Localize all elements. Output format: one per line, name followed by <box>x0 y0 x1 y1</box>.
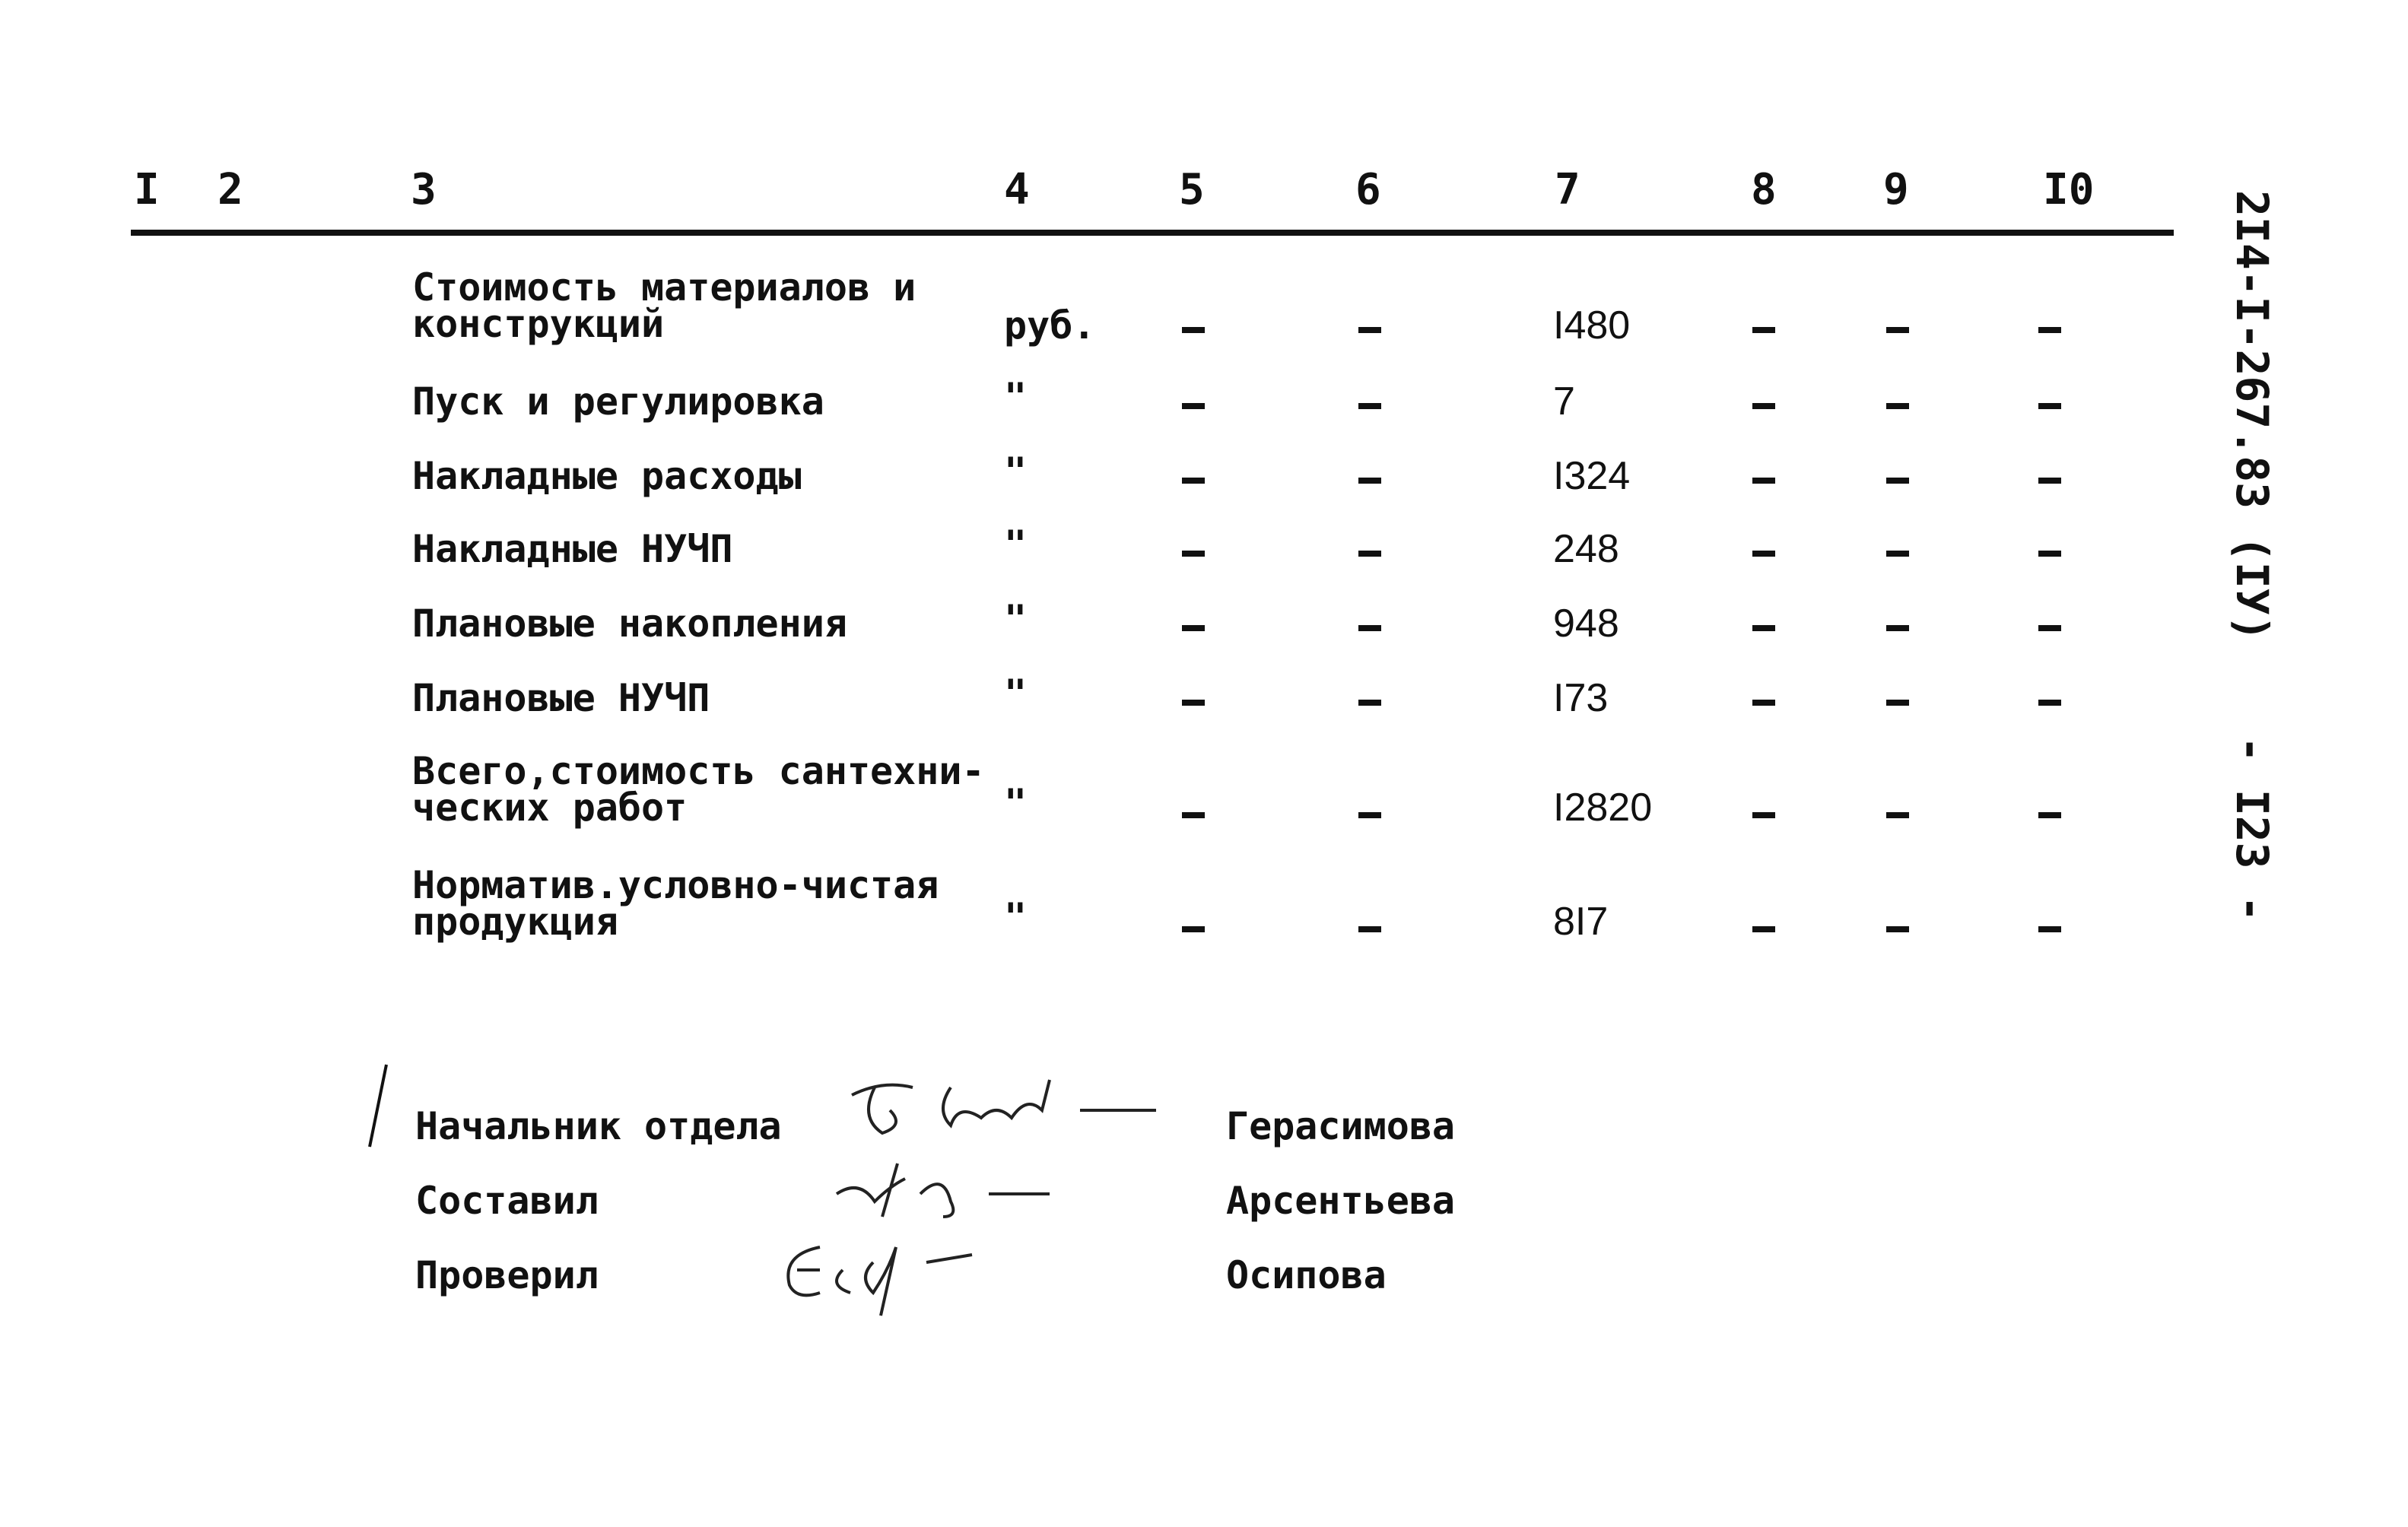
row-value-col7: I480 <box>1553 303 1631 348</box>
row-unit: " <box>1004 449 1028 494</box>
margin-mark <box>364 1062 394 1153</box>
signature-role: Начальник отдела <box>415 1104 782 1148</box>
dash-col6 <box>1358 551 1381 557</box>
col-header-5: 5 <box>1179 165 1205 214</box>
dash-col6 <box>1358 812 1381 818</box>
row-value-col7: I73 <box>1553 676 1609 720</box>
header-rule <box>131 230 2174 236</box>
dash-col8 <box>1752 700 1775 706</box>
signature-name: Арсентьева <box>1226 1179 1456 1223</box>
col-header-1: I <box>134 165 160 214</box>
row-name-line: продукция <box>412 900 618 944</box>
signature-name: Осипова <box>1226 1253 1387 1297</box>
dash-col10 <box>2038 625 2061 631</box>
row-value-col7: I2820 <box>1553 786 1653 830</box>
row-name-line: Норматив.условно-чистая <box>412 863 939 907</box>
col-header-7: 7 <box>1555 165 1580 214</box>
dash-col5 <box>1182 926 1205 932</box>
dash-col9 <box>1886 327 1909 333</box>
document-code: 2I4-I-267.83 (IУ) <box>2226 190 2278 642</box>
dash-col10 <box>2038 327 2061 333</box>
dash-col8 <box>1752 327 1775 333</box>
dash-col6 <box>1358 403 1381 409</box>
row-unit: " <box>1004 375 1028 419</box>
dash-col9 <box>1886 625 1909 631</box>
dash-col5 <box>1182 700 1205 706</box>
dash-col6 <box>1358 926 1381 932</box>
row-unit: " <box>1004 781 1028 825</box>
row-name-line: конструкций <box>412 302 665 346</box>
col-header-4: 4 <box>1004 165 1030 214</box>
row-name-line: Накладные НУЧП <box>412 527 733 571</box>
dash-col10 <box>2038 812 2061 818</box>
signature-name: Герасимова <box>1226 1104 1456 1148</box>
row-value-col7: I324 <box>1553 454 1631 498</box>
row-name-line: Всего,стоимость сантехни- <box>412 749 985 793</box>
page-number: - I23 - <box>2226 736 2278 922</box>
row-name-line: Накладные расходы <box>412 454 802 498</box>
dash-col9 <box>1886 926 1909 932</box>
dash-col8 <box>1752 403 1775 409</box>
handwritten-signature <box>829 1148 1088 1232</box>
dash-col6 <box>1358 700 1381 706</box>
col-header-10: I0 <box>2043 165 2095 214</box>
dash-col9 <box>1886 700 1909 706</box>
dash-col5 <box>1182 625 1205 631</box>
row-value-col7: 8I7 <box>1553 900 1609 944</box>
row-name-line: Стоимость материалов и <box>412 265 917 310</box>
handwritten-signature <box>837 1065 1171 1156</box>
dash-col10 <box>2038 700 2061 706</box>
col-header-9: 9 <box>1883 165 1909 214</box>
dash-col8 <box>1752 812 1775 818</box>
col-header-2: 2 <box>218 165 243 214</box>
dash-col8 <box>1752 551 1775 557</box>
dash-col5 <box>1182 403 1205 409</box>
dash-col9 <box>1886 478 1909 484</box>
dash-col5 <box>1182 812 1205 818</box>
signature-role: Проверил <box>415 1253 599 1297</box>
dash-col5 <box>1182 551 1205 557</box>
dash-col5 <box>1182 327 1205 333</box>
row-name-line: Плановые НУЧП <box>412 676 710 720</box>
col-header-3: 3 <box>411 165 437 214</box>
dash-col8 <box>1752 625 1775 631</box>
dash-col8 <box>1752 926 1775 932</box>
dash-col10 <box>2038 551 2061 557</box>
dash-col10 <box>2038 926 2061 932</box>
dash-col9 <box>1886 812 1909 818</box>
dash-col8 <box>1752 478 1775 484</box>
row-unit: " <box>1004 895 1028 939</box>
row-value-col7: 248 <box>1553 527 1619 571</box>
dash-col10 <box>2038 478 2061 484</box>
row-unit: " <box>1004 522 1028 567</box>
dash-col6 <box>1358 327 1381 333</box>
signature-role: Составил <box>415 1179 599 1223</box>
col-header-8: 8 <box>1751 165 1777 214</box>
row-name-line: ческих работ <box>412 786 688 830</box>
col-header-6: 6 <box>1355 165 1381 214</box>
handwritten-signature <box>774 1224 1002 1323</box>
row-unit: руб. <box>1004 303 1096 348</box>
dash-col9 <box>1886 551 1909 557</box>
row-value-col7: 7 <box>1553 379 1575 424</box>
dash-col9 <box>1886 403 1909 409</box>
dash-col6 <box>1358 478 1381 484</box>
row-unit: " <box>1004 671 1028 716</box>
row-name-line: Пуск и регулировка <box>412 379 824 424</box>
row-name-line: Плановые накопления <box>412 602 847 646</box>
dash-col6 <box>1358 625 1381 631</box>
dash-col10 <box>2038 403 2061 409</box>
row-unit: " <box>1004 597 1028 641</box>
dash-col5 <box>1182 478 1205 484</box>
row-value-col7: 948 <box>1553 602 1619 646</box>
